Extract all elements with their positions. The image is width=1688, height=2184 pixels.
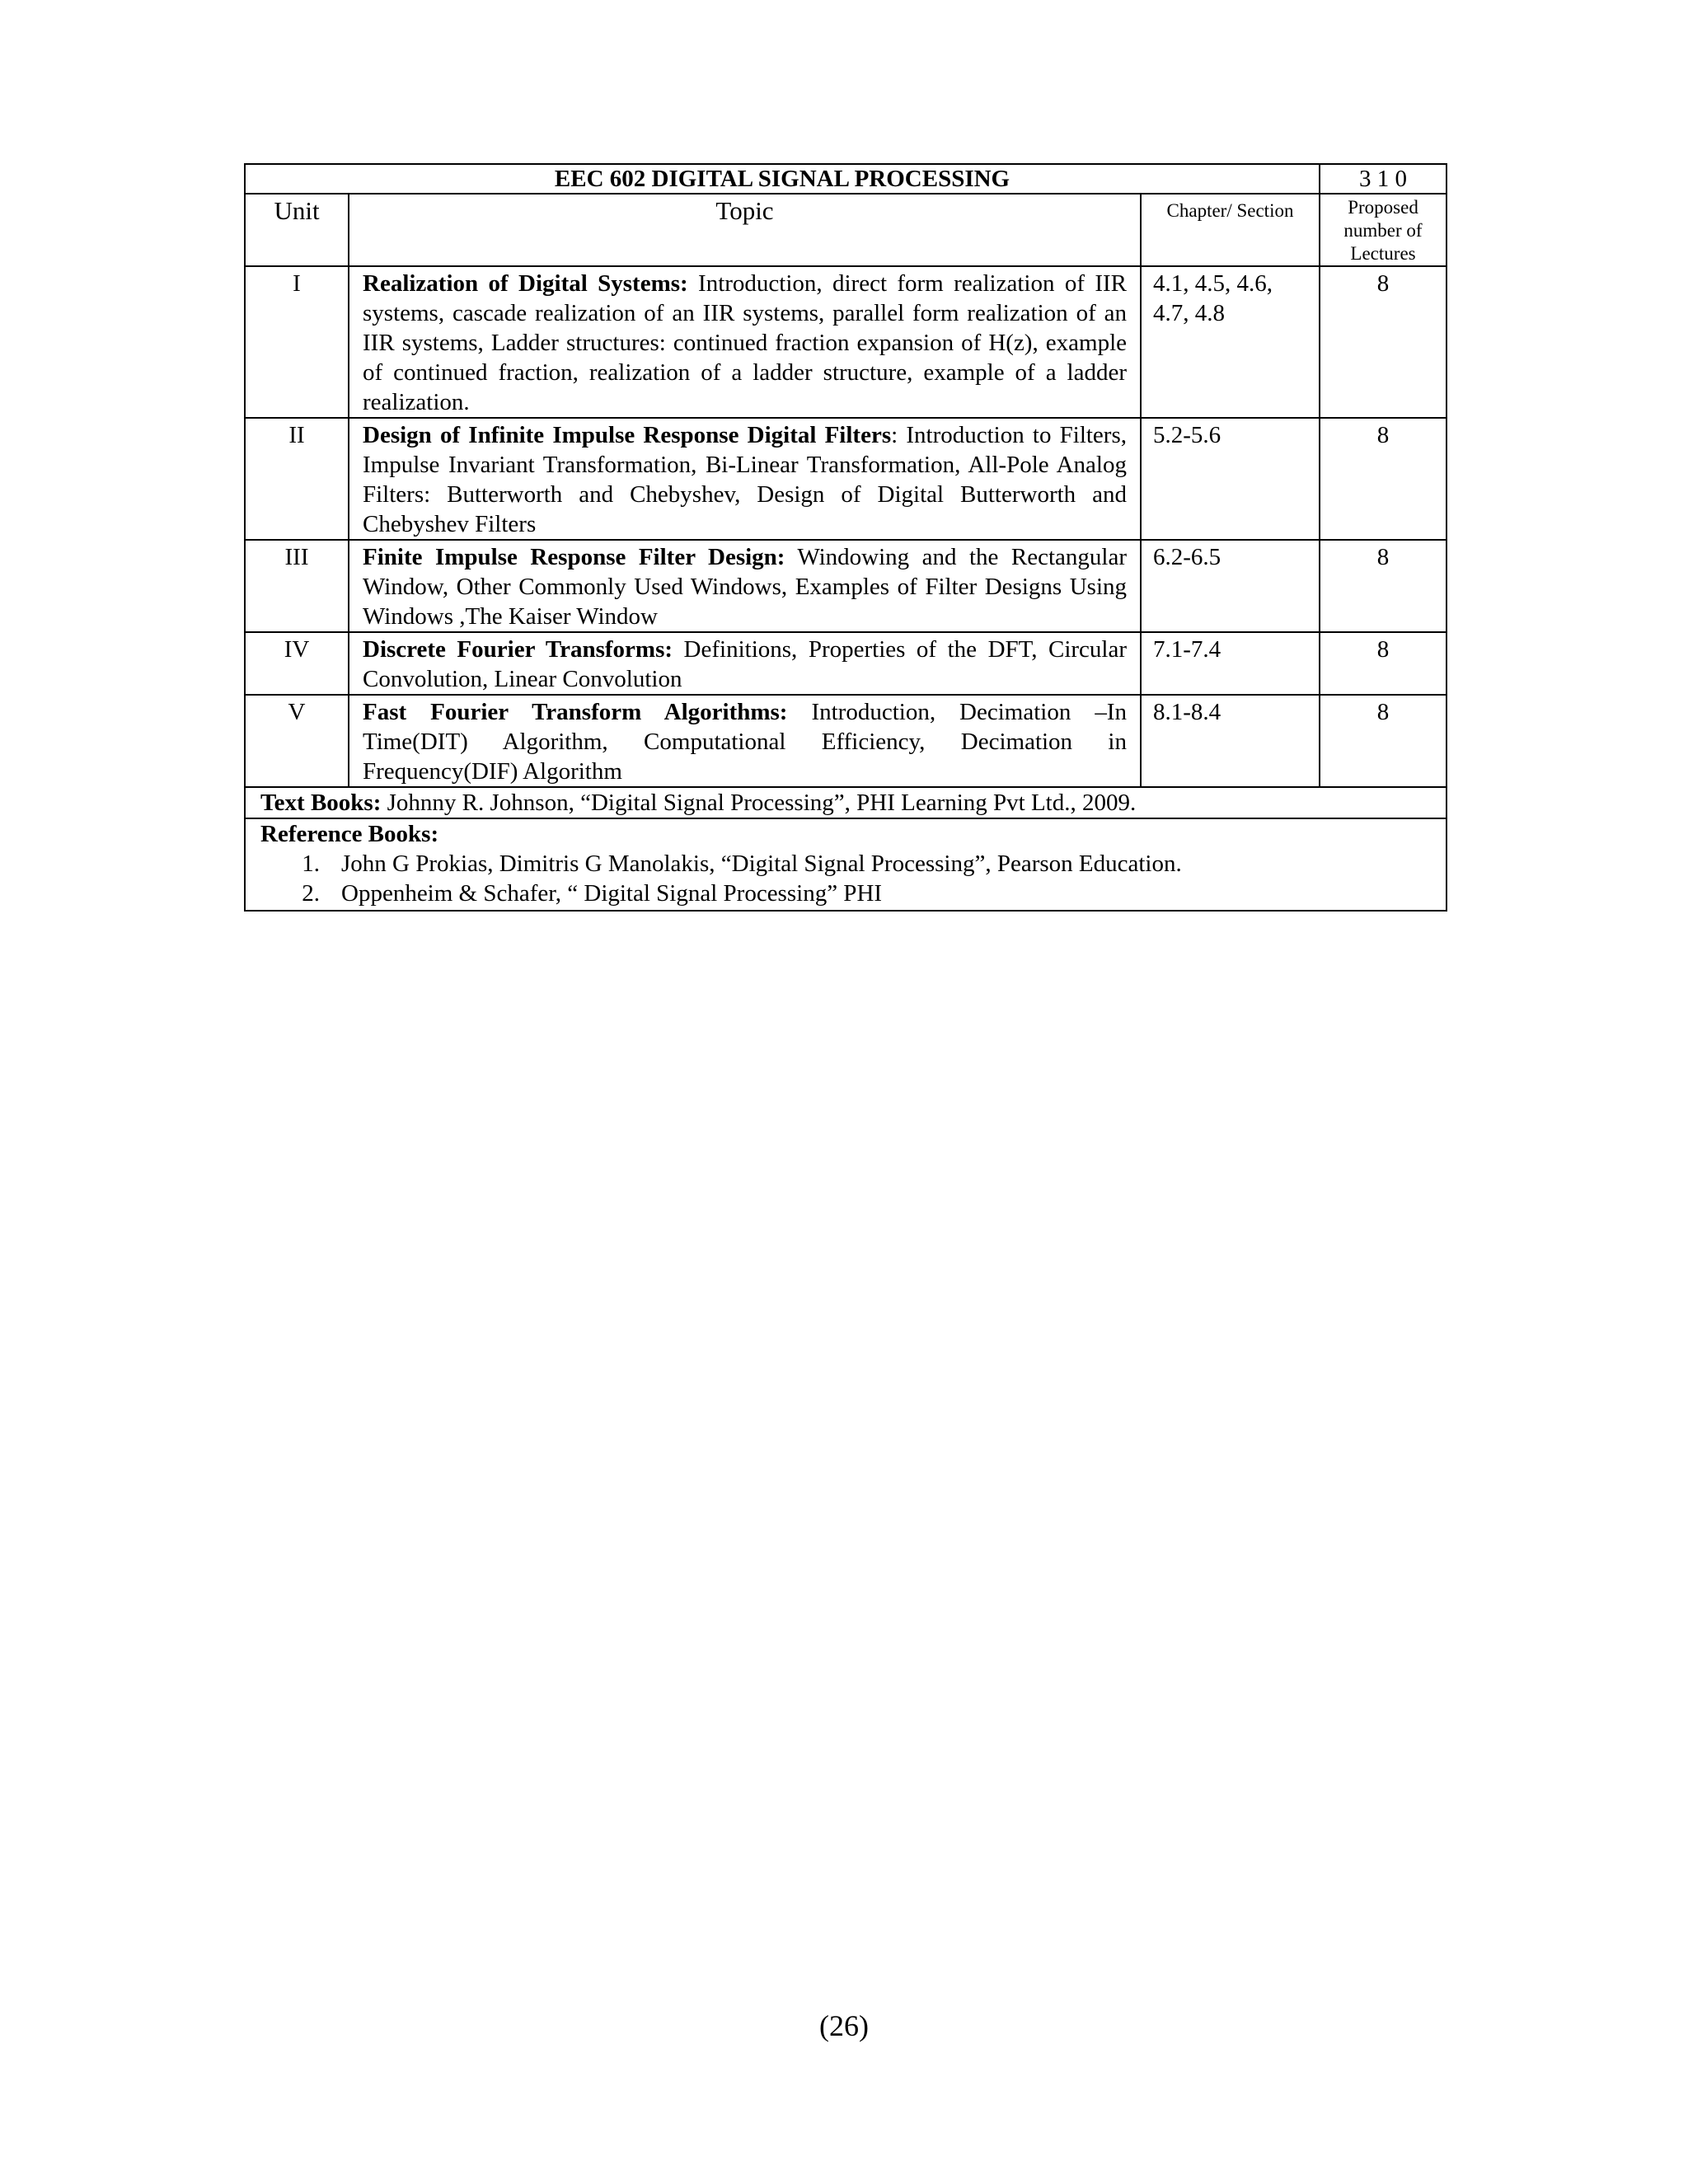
unit-lectures: 8	[1320, 266, 1447, 418]
unit-number: II	[245, 418, 349, 540]
reference-books-row	[245, 818, 1447, 911]
syllabus-table	[244, 163, 1447, 912]
unit-chapter: 5.2-5.6	[1141, 418, 1320, 540]
reference-list	[260, 849, 1431, 908]
title-row	[245, 164, 1447, 194]
unit-lectures: 8	[1320, 418, 1447, 540]
unit-lectures: 8	[1320, 540, 1447, 632]
unit-row	[245, 695, 1447, 787]
unit-topic	[349, 632, 1141, 695]
text-books	[245, 787, 1447, 818]
header-topic: Topic	[349, 194, 1141, 266]
text-books-label: Text Books:	[260, 790, 382, 816]
unit-lectures: 8	[1320, 695, 1447, 787]
unit-row	[245, 632, 1447, 695]
unit-chapter: 8.1-8.4	[1141, 695, 1320, 787]
course-title: EEC 602 DIGITAL SIGNAL PROCESSING	[245, 164, 1320, 194]
page-number: (26)	[819, 2009, 869, 2042]
unit-number: III	[245, 540, 349, 632]
unit-topic	[349, 540, 1141, 632]
unit-number: I	[245, 266, 349, 418]
header-lectures: Proposed number of Lectures	[1320, 194, 1447, 266]
unit-chapter: 6.2-6.5	[1141, 540, 1320, 632]
reference-books	[245, 818, 1447, 911]
unit-topic	[349, 695, 1141, 787]
reference-number: 2.	[302, 880, 320, 907]
unit-topic	[349, 418, 1141, 540]
header-unit: Unit	[245, 194, 349, 266]
unit-topic	[349, 266, 1141, 418]
unit-topic-title: Realization of Digital Systems:	[363, 270, 688, 297]
syllabus-sheet	[244, 163, 1446, 912]
unit-topic-body: Definitions, Properties of the DFT, Circular Convolution, Linear Convolution	[363, 636, 1127, 692]
unit-topic-title: Finite Impulse Response Filter Design:	[363, 544, 785, 570]
list-item	[260, 879, 1431, 908]
unit-row	[245, 418, 1447, 540]
unit-topic-body: Windowing and the Rectangular Window, Other Commonly Used Windows, Examples of Filter Designs Using Windows ,The Kaiser Window	[363, 544, 1127, 630]
unit-topic-body: : Introduction to Filters, Impulse Invariant Transformation, Bi-Linear Transformation, All-Pole Analog Filters: Butterworth and Chebyshev, Design of Digital Butterworth and Chebyshev Filters	[363, 422, 1127, 537]
course-credits: 3 1 0	[1320, 164, 1447, 194]
unit-topic-title: Design of Infinite Impulse Response Digital Filters	[363, 422, 892, 448]
reference-number: 1.	[302, 851, 320, 877]
text-books-entry: Johnny R. Johnson, “Digital Signal Processing”, PHI Learning Pvt Ltd., 2009.	[381, 790, 1137, 816]
unit-chapter: 4.1, 4.5, 4.6, 4.7, 4.8	[1141, 266, 1320, 418]
list-item	[260, 849, 1431, 879]
unit-number: IV	[245, 632, 349, 695]
unit-topic-title: Fast Fourier Transform Algorithms:	[363, 699, 788, 725]
unit-topic-title: Discrete Fourier Transforms:	[363, 636, 673, 663]
unit-row	[245, 540, 1447, 632]
unit-row	[245, 266, 1447, 418]
reference-books-label: Reference Books:	[260, 821, 439, 847]
text-books-row	[245, 787, 1447, 818]
header-row	[245, 194, 1447, 266]
header-chapter: Chapter/ Section	[1141, 194, 1320, 266]
unit-chapter: 7.1-7.4	[1141, 632, 1320, 695]
unit-topic-body: Introduction, direct form realization of IIR systems, cascade realization of an IIR systems, parallel form realization of an IIR systems, Ladder structures: continued fraction expansion of H(z), example of continued fraction, realization of a ladder structure, example of a ladder realization.	[363, 270, 1127, 415]
reference-text: John G Prokias, Dimitris G Manolakis, “Digital Signal Processing”, Pearson Education.	[341, 851, 1182, 877]
reference-text: Oppenheim & Schafer, “ Digital Signal Processing” PHI	[341, 880, 883, 907]
unit-lectures: 8	[1320, 632, 1447, 695]
unit-topic-body: Introduction, Decimation –In Time(DIT) Algorithm, Computational Efficiency, Decimation in Frequency(DIF) Algorithm	[363, 699, 1127, 785]
unit-number: V	[245, 695, 349, 787]
